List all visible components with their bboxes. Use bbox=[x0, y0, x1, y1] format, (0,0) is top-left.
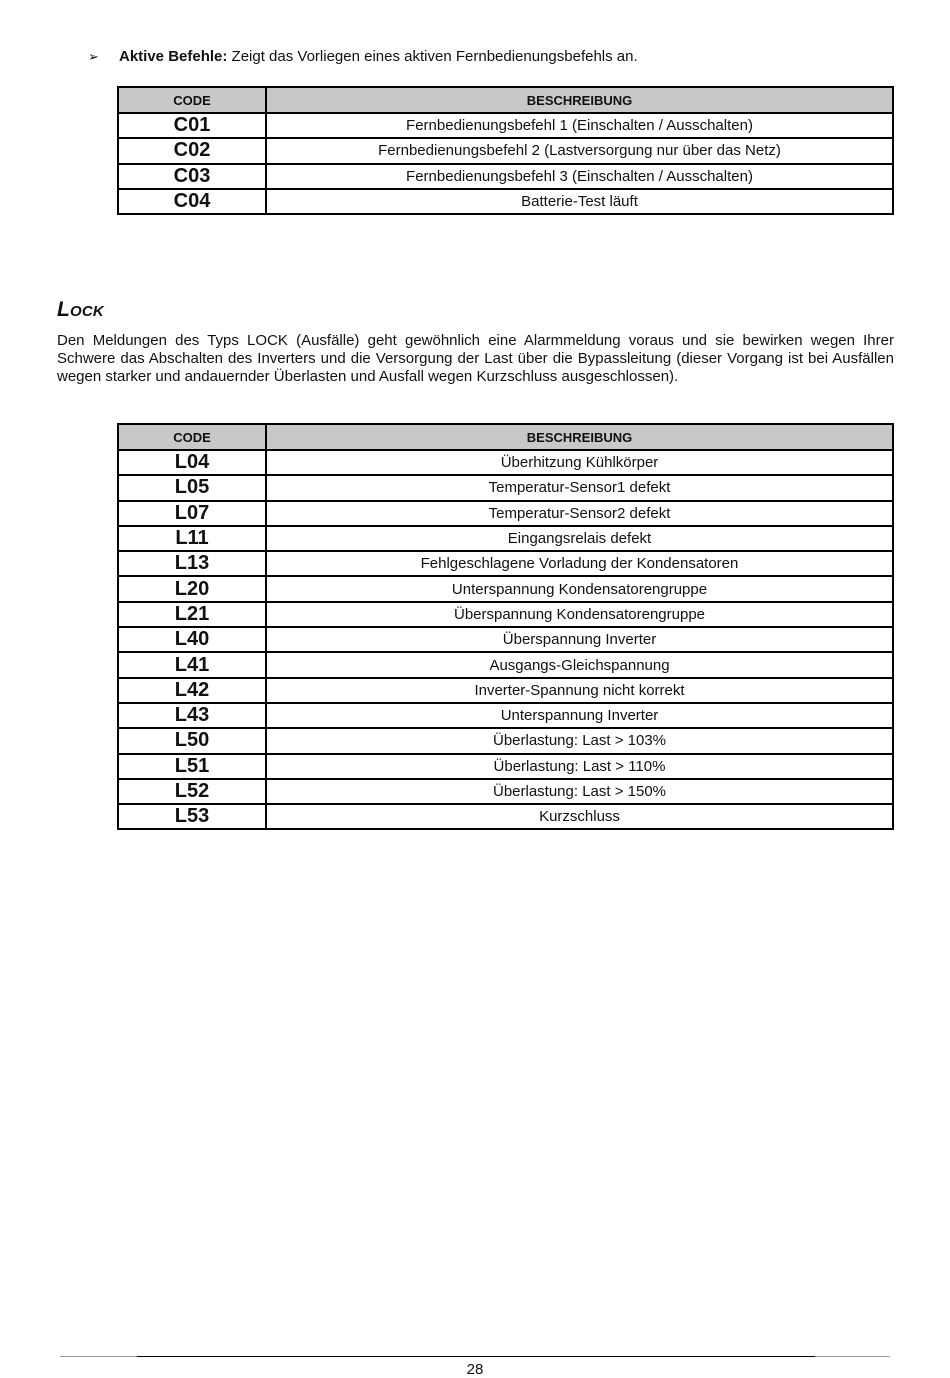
page-number: 28 bbox=[466, 1361, 484, 1378]
description-cell: Fernbedienungsbefehl 2 (Lastversorgung nur über das Netz) bbox=[266, 138, 893, 163]
description-cell: Temperatur-Sensor1 defekt bbox=[266, 475, 893, 500]
code-cell: L21 bbox=[118, 602, 266, 627]
active-commands-text: Zeigt das Vorliegen eines aktiven Fernbedienungsbefehls an. bbox=[227, 48, 638, 65]
table-row bbox=[118, 779, 893, 804]
table-row bbox=[118, 164, 893, 189]
footer-divider-dark bbox=[137, 1356, 815, 1357]
code-cell: L43 bbox=[118, 703, 266, 728]
lock-table-body bbox=[118, 450, 893, 829]
bullet-arrow-icon: ➢ bbox=[88, 49, 99, 64]
lock-table bbox=[117, 423, 894, 830]
header-description: BESCHREIBUNG bbox=[266, 87, 893, 113]
code-cell: L11 bbox=[118, 526, 266, 551]
code-cell: L53 bbox=[118, 804, 266, 829]
description-cell: Kurzschluss bbox=[266, 804, 893, 829]
active-commands-table bbox=[117, 86, 894, 215]
table-row bbox=[118, 804, 893, 829]
code-cell: L05 bbox=[118, 475, 266, 500]
description-cell: Überlastung: Last > 103% bbox=[266, 728, 893, 753]
code-cell: L42 bbox=[118, 678, 266, 703]
table-row bbox=[118, 189, 893, 214]
header-code: CODE bbox=[118, 87, 266, 113]
code-cell: L40 bbox=[118, 627, 266, 652]
code-cell: L51 bbox=[118, 754, 266, 779]
description-cell: Unterspannung Inverter bbox=[266, 703, 893, 728]
table-row bbox=[118, 678, 893, 703]
table-row bbox=[118, 138, 893, 163]
code-cell: L41 bbox=[118, 652, 266, 677]
table-row bbox=[118, 526, 893, 551]
table-row bbox=[118, 450, 893, 475]
description-cell: Inverter-Spannung nicht korrekt bbox=[266, 678, 893, 703]
lock-heading bbox=[57, 298, 104, 322]
description-cell: Überlastung: Last > 110% bbox=[266, 754, 893, 779]
lock-heading-first: L bbox=[57, 298, 71, 321]
lock-paragraph: Den Meldungen des Typs LOCK (Ausfälle) geht gewöhnlich eine Alarmmeldung voraus und sie bewirken wegen Ihrer Schwere das Abschalten des Inverters und die Versorgung der Last über die Bypassleitung (dieser Vorgang ist bei Ausfällen wegen starker und andauernder Überlasten und Ausfall wegen Kurzschluss ausgeschlossen). bbox=[57, 332, 894, 385]
table-row bbox=[118, 728, 893, 753]
table-header-row bbox=[118, 424, 893, 450]
description-cell: Überhitzung Kühlkörper bbox=[266, 450, 893, 475]
code-cell: L13 bbox=[118, 551, 266, 576]
table-row bbox=[118, 475, 893, 500]
code-cell: L52 bbox=[118, 779, 266, 804]
table-row bbox=[118, 551, 893, 576]
description-cell: Fernbedienungsbefehl 3 (Einschalten / Ausschalten) bbox=[266, 164, 893, 189]
active-commands-table-body bbox=[118, 113, 893, 214]
header-description: BESCHREIBUNG bbox=[266, 424, 893, 450]
header-code: CODE bbox=[118, 424, 266, 450]
code-cell: L07 bbox=[118, 501, 266, 526]
table-header-row bbox=[118, 87, 893, 113]
code-cell: C03 bbox=[118, 164, 266, 189]
description-cell: Eingangsrelais defekt bbox=[266, 526, 893, 551]
description-cell: Überlastung: Last > 150% bbox=[266, 779, 893, 804]
table-row bbox=[118, 576, 893, 601]
table-row bbox=[118, 652, 893, 677]
table-row bbox=[118, 501, 893, 526]
code-cell: C04 bbox=[118, 189, 266, 214]
description-cell: Überspannung Inverter bbox=[266, 627, 893, 652]
active-commands-label: Aktive Befehle: bbox=[119, 48, 228, 65]
table-row bbox=[118, 113, 893, 138]
code-cell: C01 bbox=[118, 113, 266, 138]
table-row bbox=[118, 602, 893, 627]
active-commands-line bbox=[88, 47, 638, 67]
table-row bbox=[118, 754, 893, 779]
description-cell: Temperatur-Sensor2 defekt bbox=[266, 501, 893, 526]
description-cell: Batterie-Test läuft bbox=[266, 189, 893, 214]
code-cell: L20 bbox=[118, 576, 266, 601]
description-cell: Überspannung Kondensatorengruppe bbox=[266, 602, 893, 627]
lock-heading-rest: OCK bbox=[70, 303, 104, 320]
description-cell: Fernbedienungsbefehl 1 (Einschalten / Ausschalten) bbox=[266, 113, 893, 138]
code-cell: C02 bbox=[118, 138, 266, 163]
code-cell: L04 bbox=[118, 450, 266, 475]
description-cell: Fehlgeschlagene Vorladung der Kondensatoren bbox=[266, 551, 893, 576]
table-row bbox=[118, 627, 893, 652]
description-cell: Ausgangs-Gleichspannung bbox=[266, 652, 893, 677]
table-row bbox=[118, 703, 893, 728]
description-cell: Unterspannung Kondensatorengruppe bbox=[266, 576, 893, 601]
code-cell: L50 bbox=[118, 728, 266, 753]
